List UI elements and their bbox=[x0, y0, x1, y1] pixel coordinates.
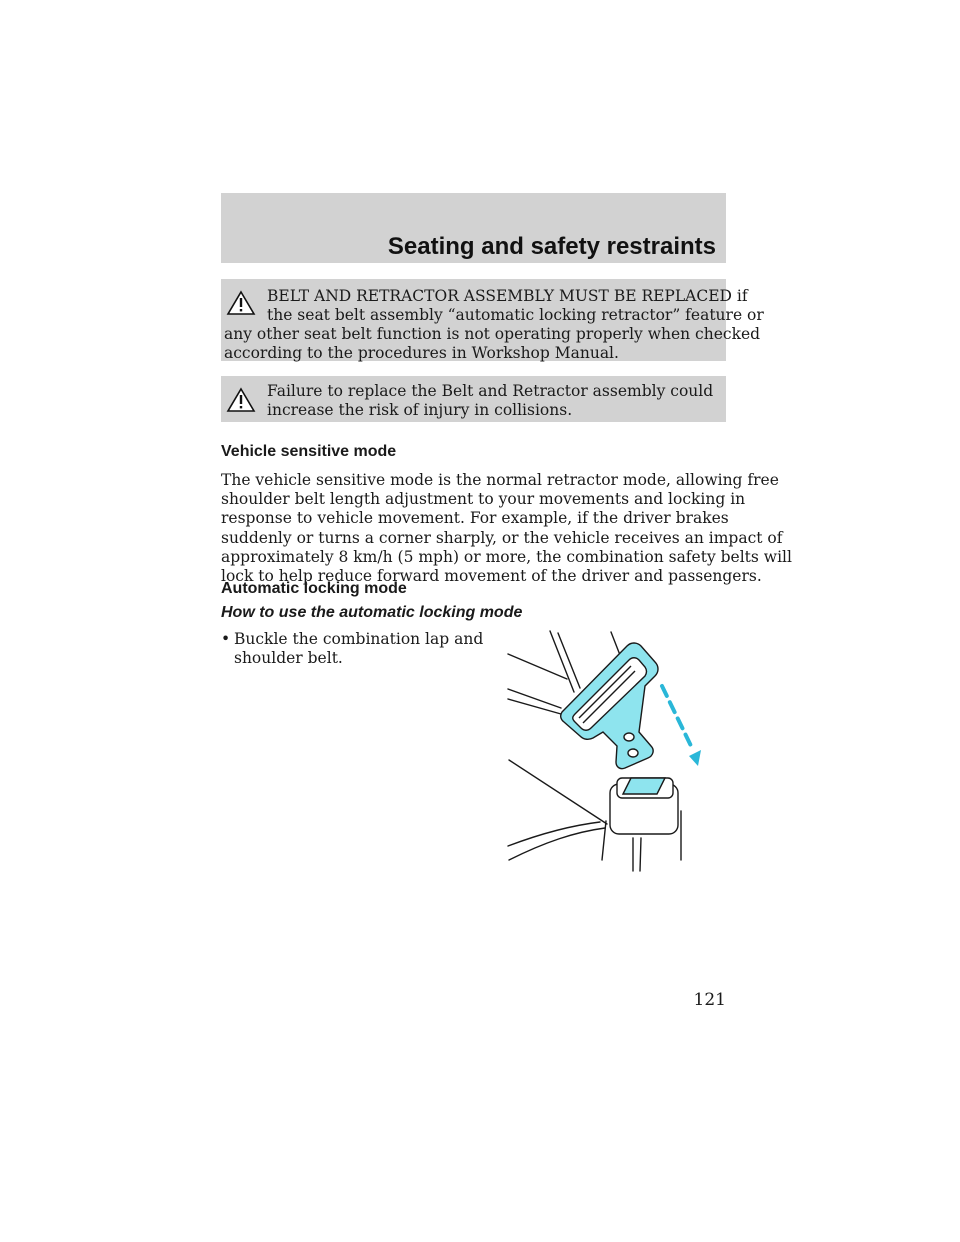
bullet-icon: • bbox=[221, 630, 231, 648]
subheading-how-to-use: How to use the automatic locking mode bbox=[221, 604, 523, 621]
paragraph-line: approximately 8 km/h (5 mph) or more, the combination safety belts will bbox=[221, 547, 792, 566]
warning-text bbox=[224, 287, 764, 363]
paragraph-line: response to vehicle movement. For example, if the driver brakes bbox=[221, 509, 729, 528]
bullet-line: Buckle the combination lap and bbox=[234, 630, 484, 648]
section-heading-automatic-locking: Automatic locking mode bbox=[221, 580, 407, 597]
header-band bbox=[221, 193, 726, 263]
paragraph-line: The vehicle sensitive mode is the normal retractor mode, allowing free bbox=[221, 471, 779, 489]
warning-line: the seat belt assembly “automatic locking retractor” feature or bbox=[267, 306, 764, 324]
paragraph-line: lock to help reduce forward movement of the driver and passengers. bbox=[221, 567, 762, 586]
warning-text bbox=[224, 382, 724, 420]
warning-line: any other seat belt function is not operating properly when checked bbox=[224, 325, 761, 343]
bullet-text bbox=[234, 630, 483, 668]
vehicle-sensitive-paragraph bbox=[221, 471, 792, 586]
bullet-line: shoulder belt. bbox=[234, 649, 343, 668]
warning-line: Failure to replace the Belt and Retractor assembly could bbox=[267, 382, 714, 400]
warning-box-injury-risk bbox=[221, 376, 726, 422]
warning-line: increase the risk of injury in collisions. bbox=[267, 401, 573, 419]
paragraph-line: suddenly or turns a corner sharply, or the vehicle receives an impact of bbox=[221, 528, 783, 547]
seat-belt-buckle-illustration bbox=[505, 628, 705, 878]
warning-line: according to the procedures in Workshop Manual. bbox=[224, 344, 619, 362]
warning-box-replace-assembly bbox=[221, 279, 764, 362]
section-heading-vehicle-sensitive: Vehicle sensitive mode bbox=[221, 443, 397, 460]
warning-line: BELT AND RETRACTOR ASSEMBLY MUST BE REPLACED if bbox=[267, 287, 748, 305]
page-number: 121 bbox=[693, 990, 726, 1010]
page-title: Seating and safety restraints bbox=[387, 233, 716, 260]
paragraph-line: shoulder belt length adjustment to your movements and locking in bbox=[221, 490, 746, 509]
